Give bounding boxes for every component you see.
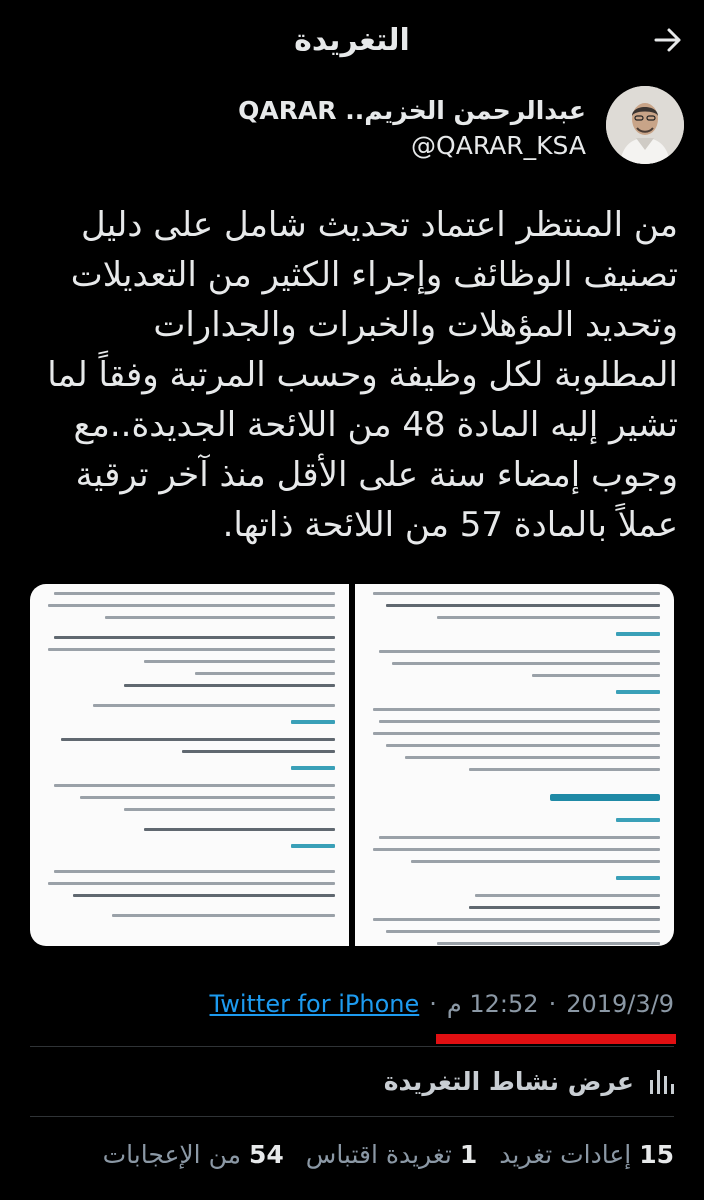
document-heading	[550, 794, 660, 801]
document-text-line	[386, 930, 660, 933]
document-image-right[interactable]	[355, 584, 674, 946]
document-text-line	[144, 660, 335, 663]
document-text-line	[373, 732, 660, 735]
avatar-photo-icon	[606, 86, 684, 164]
avatar[interactable]	[606, 86, 684, 164]
tweet-line: من المنتظر اعتماد تحديث شامل على دليل	[80, 205, 678, 245]
document-text-line	[386, 744, 660, 747]
document-text-line	[392, 662, 660, 665]
tweet-source-link[interactable]: Twitter for iPhone	[209, 990, 420, 1018]
document-heading	[616, 632, 660, 636]
document-text-line	[124, 808, 335, 811]
tweet-stats	[103, 1140, 674, 1169]
document-heading	[291, 766, 335, 770]
divider	[30, 1046, 674, 1047]
document-heading	[291, 844, 335, 848]
document-text-line	[437, 942, 660, 945]
tweet-author[interactable]	[0, 82, 704, 168]
document-text-line	[112, 914, 335, 917]
quotes-stat[interactable]	[306, 1140, 477, 1169]
view-activity-button[interactable]	[384, 1064, 674, 1098]
document-text-line	[144, 828, 335, 831]
document-text-line	[54, 636, 335, 639]
analytics-icon	[648, 1066, 674, 1096]
document-text-line	[54, 592, 335, 595]
document-heading	[616, 818, 660, 822]
tweet-media[interactable]	[30, 584, 674, 946]
document-text-line	[373, 708, 660, 711]
document-text-line	[475, 894, 660, 897]
document-text-line	[80, 796, 335, 799]
author-names	[238, 96, 586, 160]
back-button[interactable]	[650, 22, 686, 58]
document-image-left[interactable]	[30, 584, 349, 946]
document-text-line	[373, 848, 660, 851]
likes-label: من الإعجابات	[102, 1140, 241, 1169]
document-heading	[291, 720, 335, 724]
document-text-line	[48, 882, 335, 885]
quotes-count: 1	[459, 1140, 478, 1169]
document-text-line	[469, 906, 660, 909]
tweet-line: وتحديد المؤهلات والخبرات والجدارات	[153, 305, 678, 345]
tweet-date: 2019/3/9	[566, 990, 674, 1018]
document-text-line	[379, 650, 660, 653]
retweets-count: 15	[639, 1140, 674, 1169]
document-text-line	[379, 836, 660, 839]
document-heading	[616, 690, 660, 694]
tweet-line: تصنيف الوظائف وإجراء الكثير من التعديلات	[70, 255, 678, 295]
user-handle[interactable]: @QARAR_KSA	[411, 131, 586, 160]
document-text-line	[73, 894, 335, 897]
arrow-right-icon	[652, 24, 684, 56]
tweet-line: عملاً بالمادة 57 من اللائحة ذاتها.	[222, 505, 678, 545]
document-text-line	[93, 704, 335, 707]
document-text-line	[437, 616, 660, 619]
document-text-line	[405, 756, 660, 759]
document-text-line	[48, 604, 335, 607]
meta-separator: ·	[429, 990, 437, 1018]
tweet-time: 12:52 م	[446, 990, 539, 1018]
document-heading	[616, 876, 660, 880]
tweet-line: المطلوبة لكل وظيفة وحسب المرتبة وفقاً لما	[47, 355, 678, 395]
document-text-line	[195, 672, 335, 675]
meta-separator: ·	[548, 990, 557, 1018]
document-text-line	[48, 648, 335, 651]
document-text-line	[379, 720, 660, 723]
tweet-line: تشير إليه المادة 48 من اللائحة الجديدة..مع	[73, 405, 678, 445]
document-text-line	[532, 674, 660, 677]
document-text-line	[386, 604, 660, 607]
page-title: التغريدة	[294, 22, 410, 58]
divider	[30, 1116, 674, 1117]
highlight-underline	[436, 1034, 676, 1044]
likes-count: 54	[249, 1140, 284, 1169]
document-text-line	[54, 870, 335, 873]
document-text-line	[124, 684, 335, 687]
tweet-meta	[210, 990, 674, 1018]
document-text-line	[105, 616, 335, 619]
document-text-line	[373, 592, 660, 595]
document-text-line	[411, 860, 660, 863]
tweet-line: وجوب إمضاء سنة على الأقل منذ آخر ترقية	[75, 455, 678, 495]
document-text-line	[469, 768, 660, 771]
likes-stat[interactable]	[103, 1140, 284, 1169]
retweets-stat[interactable]	[499, 1140, 674, 1169]
document-text-line	[182, 750, 335, 753]
top-bar	[0, 0, 704, 80]
tweet-text	[18, 200, 678, 550]
document-text-line	[373, 918, 660, 921]
view-activity-label: عرض نشاط التغريدة	[383, 1066, 634, 1096]
document-text-line	[61, 738, 335, 741]
retweets-label: إعادات تغريد	[499, 1140, 632, 1169]
quotes-label: تغريدة اقتباس	[305, 1140, 452, 1169]
display-name[interactable]: عبدالرحمن الخزيم.. QARAR	[238, 96, 586, 125]
document-text-line	[54, 784, 335, 787]
